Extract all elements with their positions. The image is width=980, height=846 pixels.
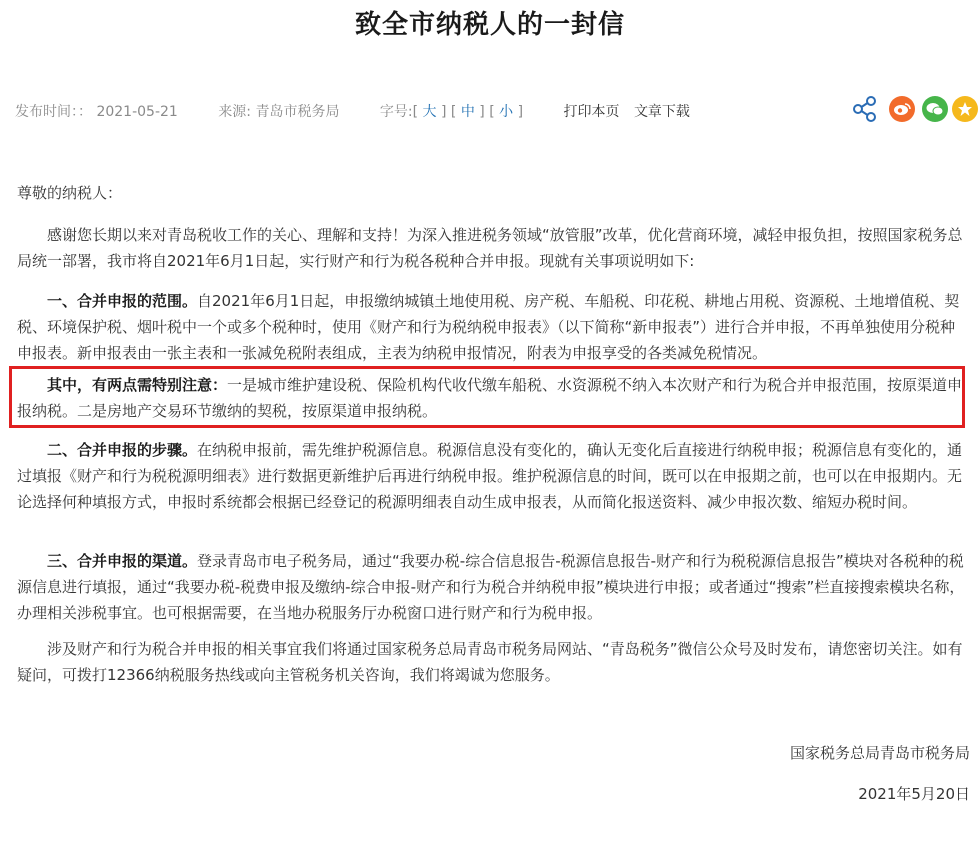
- font-small-button[interactable]: 小: [499, 104, 514, 120]
- font-large-button[interactable]: 大: [422, 104, 437, 120]
- bracket: ]: [517, 104, 524, 120]
- paragraph-steps: [17, 437, 967, 515]
- paragraph-heading: 一、合并申报的范围。: [47, 292, 198, 310]
- paragraph-body: 登录青岛市电子税务局，通过“我要办税-综合信息报告-税源信息报告-财产和行为税税源信息报告”模块对各税种的税源信息进行填报，通过“我要办税-税费申报及缴纳-综合申报-财产和行为税合并纳税申报”模块进行申报；或者通过“搜索”栏直接搜索模块名称，办理相关涉税事宜。也可根据需要，在当地办税服务厅办税窗口进行财产和行为税申报。: [17, 552, 965, 622]
- publish-date-label: 发布时间：：: [15, 104, 92, 120]
- weibo-icon[interactable]: [889, 96, 915, 122]
- share-icon[interactable]: [852, 96, 878, 122]
- font-size-label: 字号:: [379, 104, 413, 120]
- paragraph-intro: 感谢您长期以来对青岛税收工作的关心、理解和支持！为深入推进税务领域“放管服”改革，优化营商环境，减轻申报负担，按照国家税务总局统一部署，我市将自2021年6月1日起，实行财产和行为税各税种合并申报。现就有关事项说明如下:: [17, 226, 963, 270]
- wechat-icon[interactable]: [922, 96, 948, 122]
- paragraph-body: 在纳税申报前，需先维护税源信息。税源信息没有变化的，确认无变化后直接进行纳税申报；税源信息有变化的，通过填报《财产和行为税税源明细表》进行数据更新维护后再进行纳税申报。维护税源信息的时间，既可以在申报期之前，也可以在申报期内。无论选择何种填报方式，申报时系统都会根据已经登记的税源明细表自动生成申报表，从而简化报送资料、减少申报次数、缩短办税时间。: [17, 441, 963, 511]
- print-page-link[interactable]: 打印本页: [563, 104, 620, 120]
- star-icon[interactable]: [952, 96, 978, 122]
- article-meta: [15, 101, 690, 121]
- paragraph-heading: 二、合并申报的步骤。: [47, 441, 198, 459]
- page-title: 致全市纳税人的一封信: [354, 10, 625, 40]
- paragraph-body: 一是城市维护建设税、保险机构代收代缴车船税、水资源税不纳入本次财产和行为税合并申报范围，按原渠道申报纳税。二是房地产交易环节缴纳的契税，按原渠道申报纳税。: [17, 376, 963, 420]
- paragraph-channels: [17, 548, 967, 626]
- signature-org: 国家税务总局青岛市税务局: [789, 744, 970, 762]
- paragraph-heading: 三、合并申报的渠道。: [47, 552, 198, 570]
- bracket: ] [: [479, 104, 495, 120]
- greeting: 尊敬的纳税人：: [17, 184, 123, 202]
- bracket: ] [: [441, 104, 457, 120]
- publish-date: 2021-05-21: [96, 104, 178, 120]
- article-download-link[interactable]: 文章下载: [633, 104, 690, 120]
- signature-date: 2021年5月20日: [858, 785, 970, 803]
- font-medium-button[interactable]: 中: [460, 104, 475, 120]
- article-source: 来源: 青岛市税务局: [218, 104, 340, 120]
- paragraph-heading: 其中，有两点需特别注意：: [47, 376, 228, 394]
- paragraph-notice: [17, 372, 967, 424]
- paragraph-closing: 涉及财产和行为税合并申报的相关事宜我们将通过国家税务总局青岛市税务局网站、“青岛税务”微信公众号及时发布，请您密切关注。如有疑问，可拨打12366纳税服务热线或向主管税务机关咨询，我们将竭诚为您服务。: [17, 640, 963, 684]
- bracket: [: [412, 104, 419, 120]
- paragraph-body: 自2021年6月1日起，申报缴纳城镇土地使用税、房产税、车船税、印花税、耕地占用税、资源税、土地增值税、契税、环境保护税、烟叶税中一个或多个税种时，使用《财产和行为税纳税申报表》（以下简称“新申报表”）进行合并申报，不再单独使用分税种申报表。新申报表由一张主表和一张减免税附表组成，主表为纳税申报情况，附表为申报享受的各类减免税情况。: [17, 292, 960, 362]
- paragraph-scope: [17, 288, 967, 366]
